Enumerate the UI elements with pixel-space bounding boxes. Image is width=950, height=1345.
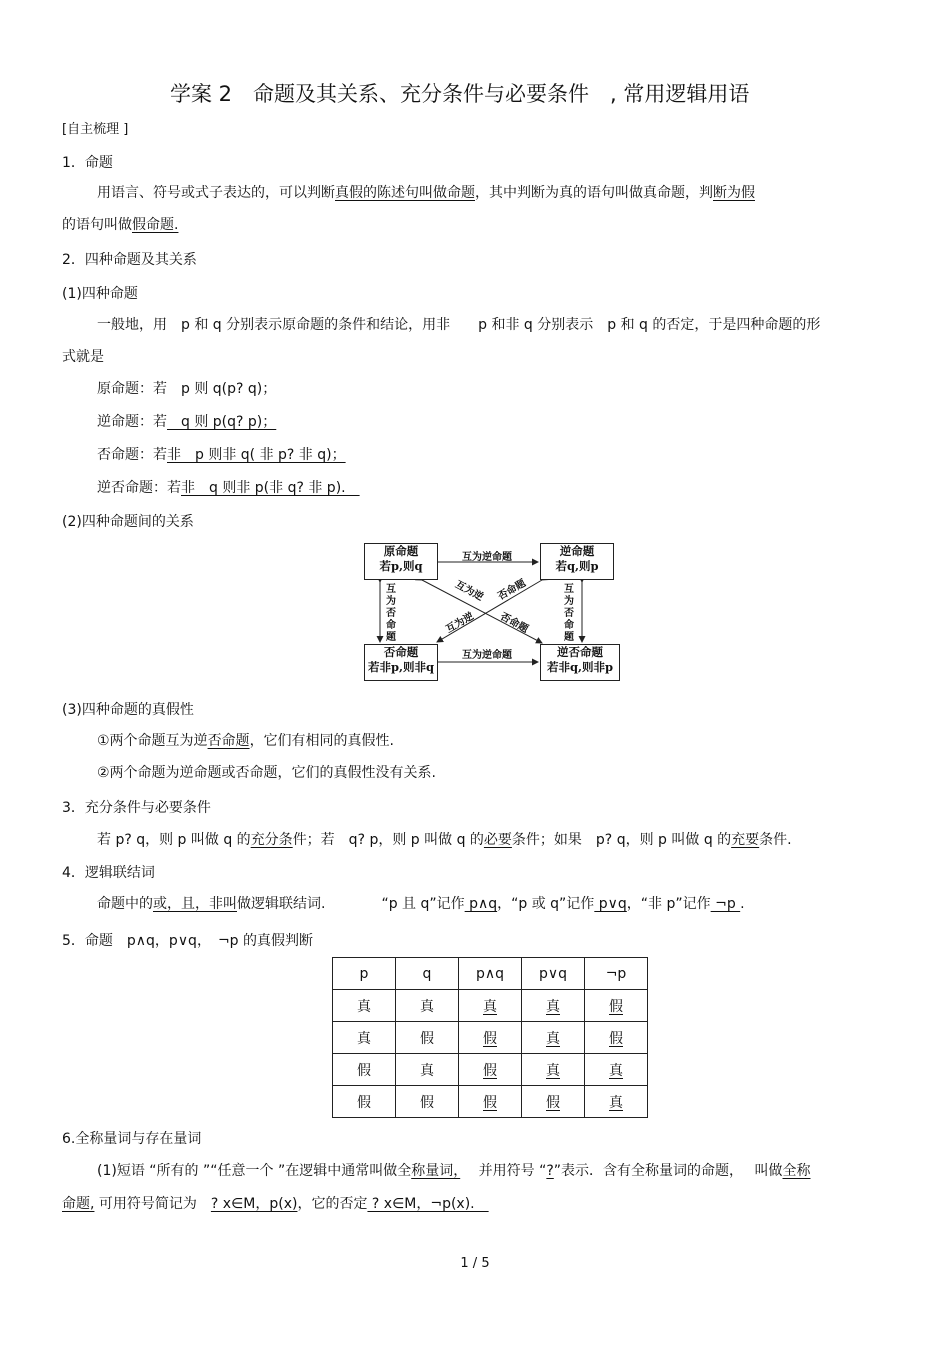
table-cell: 假 <box>459 1022 522 1054</box>
s1-line-2: 的语句叫做假命题. <box>62 217 179 233</box>
table-cell: 假 <box>459 1054 522 1086</box>
label-left: 互为否命题 <box>386 584 396 643</box>
section-6-heading: 6.全称量词与存在量词 <box>62 1131 202 1147</box>
table-cell: 真 <box>585 1054 648 1086</box>
label-right: 互为否命题 <box>564 584 574 643</box>
header-cell: p <box>333 958 396 990</box>
section-1-heading: 1．命题 <box>62 155 113 171</box>
table-cell: 真 <box>522 1054 585 1086</box>
contrapositive-proposition: 逆否命题：若非 q 则非 p(非 q? 非 p). <box>97 480 360 496</box>
table-row <box>333 1086 648 1118</box>
header-cell: q <box>396 958 459 990</box>
table-cell: 真 <box>396 1054 459 1086</box>
s3-line: 若 p? q，则 p 叫做 q 的充分条件；若 q? p，则 p 叫做 q 的必要条件；如果 p? q，则 p 叫做 q 的充要条件. <box>97 832 792 848</box>
header-cell: p∧q <box>459 958 522 990</box>
s2-sub-2: (2)四种命题间的关系 <box>62 514 194 530</box>
table-cell: 假 <box>333 1086 396 1118</box>
table-row <box>333 1022 648 1054</box>
table-cell: 假 <box>396 1022 459 1054</box>
truth-table <box>332 957 648 1118</box>
page-title: 学案 2 命题及其关系、充分条件与必要条件 , 常用逻辑用语 <box>170 82 750 106</box>
label-diag-1b: 否命题 <box>496 577 528 603</box>
original-proposition: 原命题：若 p 则 q(p? q)； <box>97 381 277 397</box>
table-cell: 假 <box>333 1054 396 1086</box>
s4-line: 命题中的或，且，非叫做逻辑联结词. “p 且 q”记作 p∧q，“p 或 q”记作 p∨q，“非 p”记作 ¬p . <box>97 896 745 912</box>
page-number: 1 / 5 <box>460 1256 490 1271</box>
section-2-heading: 2．四种命题及其关系 <box>62 252 197 268</box>
table-cell: 假 <box>459 1086 522 1118</box>
box-inverse: 否命题 若非p,则非q <box>364 644 438 681</box>
box-converse: 逆命题 若q,则p <box>540 543 614 580</box>
table-cell: 真 <box>459 990 522 1022</box>
table-cell: 假 <box>522 1086 585 1118</box>
proposition-relation-diagram <box>362 540 622 685</box>
table-cell: 真 <box>522 990 585 1022</box>
s2-sub-1: (1)四种命题 <box>62 286 138 302</box>
box-original: 原命题 若p,则q <box>364 543 438 580</box>
s6-line-1: (1)短语 “所有的 ”“任意一个 ”在逻辑中通常叫做全称量词， 并用符号 “?”表示．含有全称量词的命题， 叫做全称 <box>97 1163 811 1179</box>
table-cell: 真 <box>522 1022 585 1054</box>
s2-para-1: 一般地，用 p 和 q 分别表示原命题的条件和结论，用非 p 和非 q 分别表示 p 和 q 的否定，于是四种命题的形 <box>97 317 821 333</box>
s2-para-2: 式就是 <box>62 349 104 365</box>
table-cell: 假 <box>585 1022 648 1054</box>
table-row <box>333 990 648 1022</box>
section-4-heading: 4．逻辑联结词 <box>62 865 155 881</box>
label-diag-2b: 否命题 <box>498 611 530 636</box>
label-diag-1a: 互为逆 <box>453 579 485 604</box>
section-5-heading: 5．命题 p∧q，p∨q， ¬p 的真假判断 <box>62 933 314 949</box>
table-cell: 真 <box>333 990 396 1022</box>
section-tag: [自主梳理 ] <box>62 122 129 137</box>
label-top: 互为逆命题 <box>462 552 512 563</box>
s6-line-2: 命题, 可用符号简记为 ? x∈M，p(x)，它的否定 ? x∈M，¬p(x). <box>62 1196 489 1212</box>
table-cell: 假 <box>396 1086 459 1118</box>
converse-proposition: 逆命题：若 q 则 p(q? p)； <box>97 414 277 430</box>
header-cell: p∨q <box>522 958 585 990</box>
s1-line-1: 用语言、符号或式子表达的，可以判断真假的陈述句叫做命题，其中判断为真的语句叫做真命题，判断为假 <box>97 185 755 201</box>
table-cell: 真 <box>396 990 459 1022</box>
s2-sub-3: (3)四种命题的真假性 <box>62 702 194 718</box>
table-cell: 假 <box>585 990 648 1022</box>
label-bottom: 互为逆命题 <box>462 650 512 661</box>
section-3-heading: 3．充分条件与必要条件 <box>62 800 211 816</box>
table-cell: 真 <box>333 1022 396 1054</box>
box-contrapositive: 逆否命题 若非q,则非p <box>540 644 620 681</box>
header-cell: ¬p <box>585 958 648 990</box>
truth-rule-2: ②两个命题为逆命题或否命题，它们的真假性没有关系. <box>97 765 436 781</box>
table-cell: 真 <box>585 1086 648 1118</box>
table-row <box>333 1054 648 1086</box>
truth-rule-1: ①两个命题互为逆否命题，它们有相同的真假性. <box>97 733 395 749</box>
truth-table-header <box>333 958 648 990</box>
inverse-proposition: 否命题：若非 p 则非 q( 非 p? 非 q)； <box>97 447 346 463</box>
label-diag-2a: 互为逆 <box>444 610 476 636</box>
